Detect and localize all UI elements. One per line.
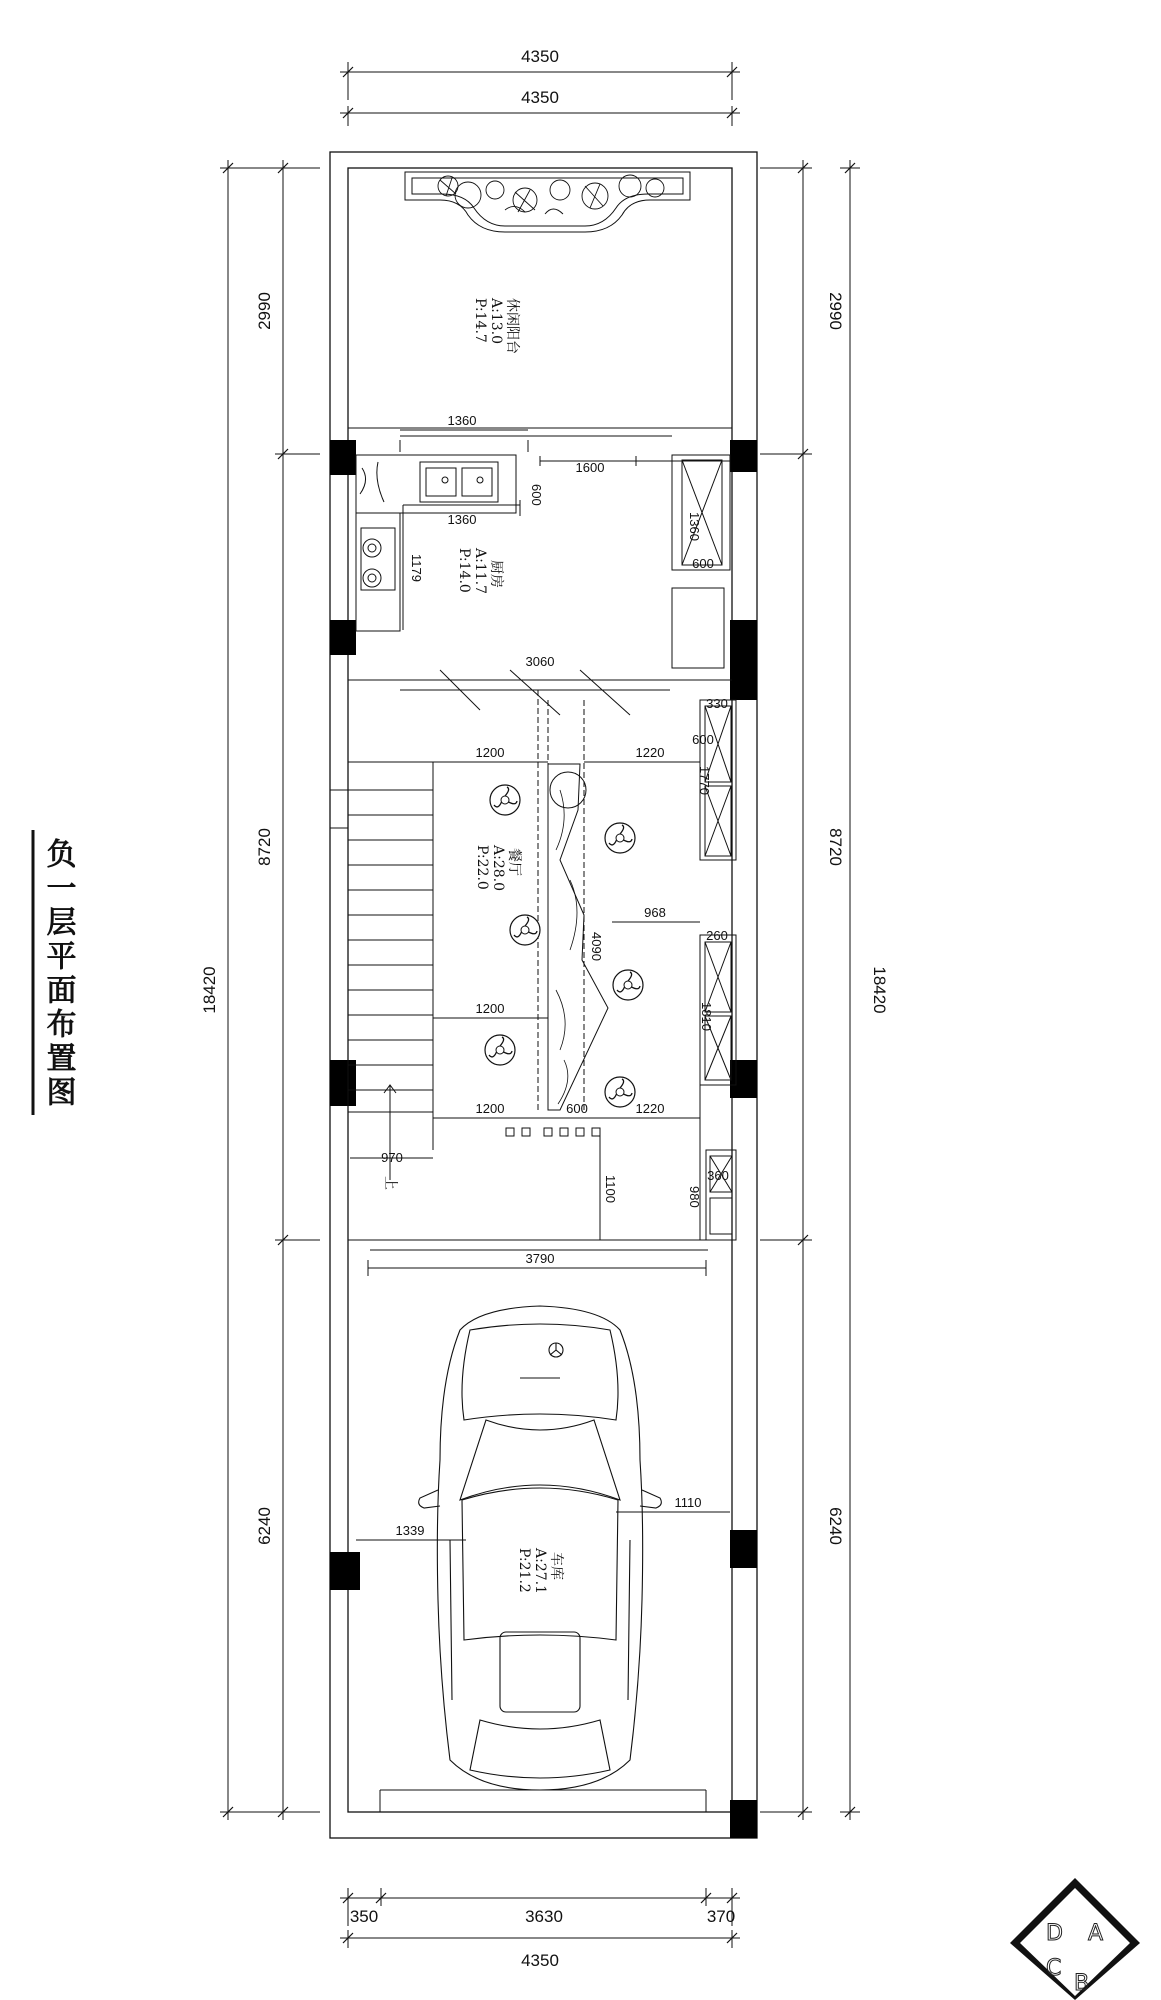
dim-3790: 3790 <box>525 1251 555 1266</box>
dining-label <box>474 844 523 891</box>
dim-980: 980 <box>687 1186 702 1208</box>
bottom-dim-left: 350 <box>349 1907 379 1926</box>
dim-600a: 600 <box>529 484 544 506</box>
dim-1200b: 1200 <box>475 1001 505 1016</box>
dim-600d: 600 <box>566 1101 588 1116</box>
dim-260: 260 <box>706 928 728 943</box>
logo-letter-c: C <box>1046 1956 1062 1981</box>
dim-330: 330 <box>706 696 728 711</box>
right-dim-total: 18420 <box>870 966 889 1014</box>
dim-360: 360 <box>707 1168 729 1183</box>
dim-3060: 3060 <box>525 654 555 669</box>
logo-letter-d: D <box>1046 1921 1063 1946</box>
dim-1600: 1600 <box>575 460 605 475</box>
kitchen-perimeter: P:14.0 <box>456 548 472 593</box>
dim-1100: 1100 <box>603 1175 618 1203</box>
dim-600b: 600 <box>692 556 714 571</box>
top-dim-inner: 4350 <box>521 88 559 107</box>
logo-letter-a: A <box>1088 1921 1104 1946</box>
plan-title-text: 负一层平面布置图 <box>40 838 76 1110</box>
bottom-dim-right: 370 <box>706 1907 736 1926</box>
dim-1360a: 1360 <box>447 413 477 428</box>
dim-1360c: 1360 <box>687 512 702 541</box>
dim-1179: 1179 <box>409 554 424 582</box>
balcony-perimeter: P:14.7 <box>472 298 488 343</box>
dim-600c: 600 <box>692 732 714 747</box>
left-dimensions <box>220 160 320 1820</box>
right-dim-garage: 6240 <box>826 1507 845 1545</box>
left-dim-balcony: 2990 <box>255 292 274 330</box>
stair-up-label: 上 <box>382 1176 398 1190</box>
garage-label <box>516 1547 564 1594</box>
balcony-planter <box>348 172 732 436</box>
dim-1220b: 1220 <box>635 1101 665 1116</box>
bottom-dim-total: 4350 <box>521 1951 559 1970</box>
dim-1200c: 1200 <box>475 1101 505 1116</box>
bottom-dim-middle: 3630 <box>525 1907 563 1926</box>
right-dim-middle: 8720 <box>826 828 845 866</box>
dim-970: 970 <box>381 1150 403 1165</box>
kitchen-name: 厨房 <box>488 560 504 588</box>
dim-1200a: 1200 <box>475 745 505 760</box>
dim-1360b: 1360 <box>447 512 477 527</box>
dim-968: 968 <box>644 905 666 920</box>
dim-4090: 4090 <box>589 932 604 961</box>
kitchen-fixtures <box>348 413 732 715</box>
dining-area-value: A:28.0 <box>490 845 506 891</box>
dim-1220a: 1220 <box>635 745 665 760</box>
kitchen-area: A:11.7 <box>472 548 488 594</box>
left-dim-garage: 6240 <box>255 1507 274 1545</box>
structural-columns <box>330 440 757 1838</box>
dining-name: 餐厅 <box>506 848 522 876</box>
dining-area <box>330 690 736 1250</box>
dim-1110: 1110 <box>674 1495 702 1510</box>
top-dim-outer: 4350 <box>521 47 559 66</box>
garage-area-value: A:27.1 <box>532 1548 548 1594</box>
balcony-area: A:13.0 <box>488 298 504 344</box>
dining-perimeter: P:22.0 <box>474 845 490 890</box>
garage-name: 车库 <box>548 1552 564 1580</box>
left-dim-total: 18420 <box>200 966 219 1014</box>
dacb-logo <box>1010 1878 1140 2000</box>
dim-1770: 1770 <box>697 766 712 795</box>
dim-1339: 1339 <box>395 1523 425 1538</box>
dim-1810: 1810 <box>699 1002 714 1031</box>
dining-chairs <box>485 785 643 1107</box>
right-dimensions <box>760 160 860 1820</box>
left-dim-middle: 8720 <box>255 828 274 866</box>
balcony-label <box>472 297 521 354</box>
balcony-name: 休闲阳台 <box>504 298 520 354</box>
garage-perimeter: P:21.2 <box>516 1548 532 1593</box>
logo-letter-b: B <box>1074 1971 1090 1996</box>
plan-title <box>33 830 77 1115</box>
right-dim-balcony: 2990 <box>826 292 845 330</box>
kitchen-label <box>456 547 505 594</box>
